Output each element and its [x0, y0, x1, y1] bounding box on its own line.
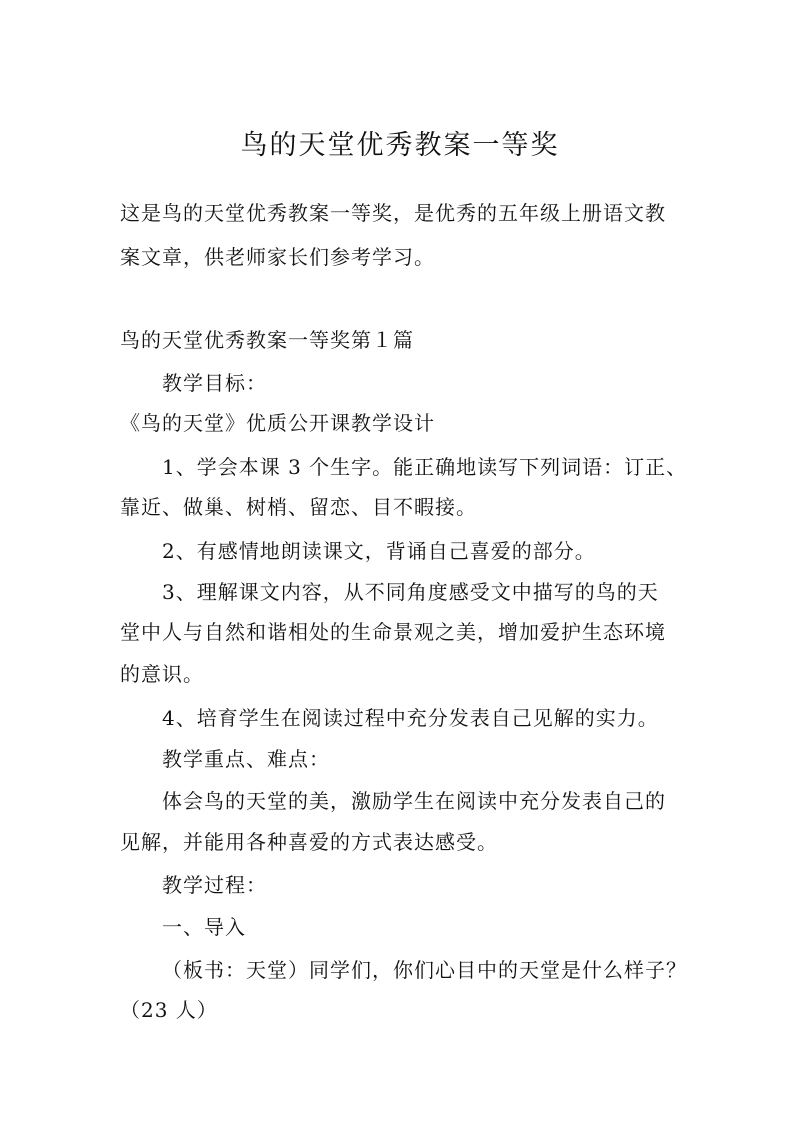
intro-line: 这是鸟的天堂优秀教案一等奖，是优秀的五年级上册语文教	[120, 201, 666, 225]
paragraph-line: 见解，并能用各种喜爱的方式表达感受。	[120, 830, 498, 854]
paragraph-line: 2、有感情地朗读课文，背诵自己喜爱的部分。	[162, 539, 596, 563]
paragraph-line: 教学目标：	[162, 371, 267, 395]
paragraph-line: 1、学会本课 3 个生字。能正确地读写下列词语：订正、	[162, 455, 688, 479]
section-heading: 鸟的天堂优秀教案一等奖第１篇	[120, 328, 414, 352]
intro-line: 案文章，供老师家长们参考学习。	[120, 245, 435, 269]
paragraph-line: 教学重点、难点：	[162, 747, 330, 771]
document-title: 鸟的天堂优秀教案一等奖	[240, 130, 560, 161]
paragraph-line: 3、理解课文内容，从不同角度感受文中描写的鸟的天	[162, 580, 659, 604]
paragraph-line: 的意识。	[120, 662, 204, 686]
paragraph-line: 一、导入	[162, 915, 246, 939]
paragraph-line: 《鸟的天堂》优质公开课教学设计	[120, 411, 435, 435]
paragraph-line: 4、培育学生在阅读过程中充分发表自己见解的实力。	[162, 706, 659, 730]
paragraph-line: 堂中人与自然和谐相处的生命景观之美，增加爱护生态环境	[120, 620, 666, 644]
paragraph-line: 靠近、做巢、树梢、留恋、目不暇接。	[120, 495, 477, 519]
paragraph-line: 教学过程：	[162, 873, 267, 897]
paragraph-line: 体会鸟的天堂的美，激励学生在阅读中充分发表自己的	[162, 789, 666, 813]
paragraph-line: （23 人）	[120, 998, 218, 1022]
paragraph-line: （板书：天堂）同学们，你们心目中的天堂是什么样子？	[162, 958, 687, 982]
